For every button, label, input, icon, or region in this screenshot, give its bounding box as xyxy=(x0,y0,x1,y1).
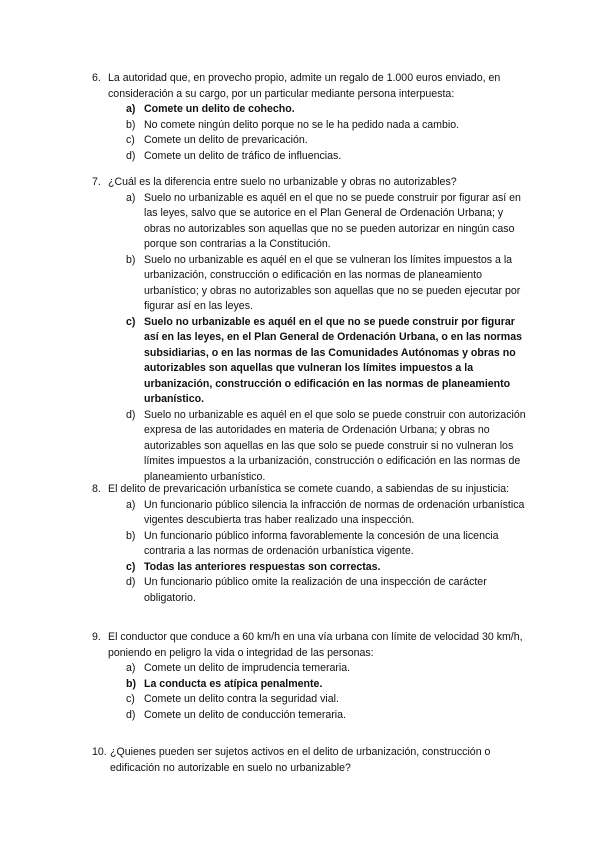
option-text: Un funcionario público informa favorablemente la concesión de una licencia contraria a las normas de ordenación urbanística vigente. xyxy=(144,529,499,557)
option-letter: c) xyxy=(126,134,135,146)
option-a xyxy=(92,661,532,677)
option-letter: c) xyxy=(126,560,136,573)
option-c-correct xyxy=(92,560,532,576)
option-letter: d) xyxy=(126,576,136,588)
question-6 xyxy=(92,71,532,164)
option-letter: d) xyxy=(126,408,136,421)
option-text: Suelo no urbanizable es aquél en el que no se puede construir por figurar así en las leyes, en el Plan General de Ordenación Urbana, o en las normas subsidiarias, o en las normas de las Comunidades Autónomas y obras no autorizables son aquellas que vulneran los límites impuestos a la urbanización, construcción o edificación en las normas de planeamiento urbanístico. xyxy=(144,315,522,405)
option-text: Comete un delito contra la seguridad vial. xyxy=(144,693,339,705)
option-letter: d) xyxy=(126,149,136,162)
option-text: Comete un delito de prevaricación. xyxy=(144,134,308,146)
question-number: 9. xyxy=(92,631,101,643)
option-text: Todas las anteriores respuestas son correctas. xyxy=(144,560,381,573)
option-letter: c) xyxy=(126,315,136,328)
question-8 xyxy=(92,482,532,606)
question-number: 6. xyxy=(92,72,101,84)
options-list xyxy=(92,661,532,723)
option-text: Suelo no urbanizable es aquél en el que solo se puede construir con autorización expresa de las autoridades en materia de Ordenación Urbana; y obras no autorizables son aquellas en las que solo se puede construir si no vulneran los límites impuestos a la urbanización, construcción o edificación en las normas de planeamiento urbanístico. xyxy=(144,408,526,483)
option-text: Comete un delito de tráfico de influencias. xyxy=(144,149,342,162)
option-b xyxy=(92,118,532,134)
option-letter: b) xyxy=(126,677,136,690)
option-text: Comete un delito de cohecho. xyxy=(144,103,295,115)
option-text: No comete ningún delito porque no se le ha pedido nada a cambio. xyxy=(144,118,460,131)
options-list xyxy=(92,498,532,607)
option-c xyxy=(92,133,532,149)
question-7 xyxy=(92,175,532,485)
question-stem: La autoridad que, en provecho propio, admite un regalo de 1.000 euros enviado, en consideración a su cargo, por un particular mediante persona interpuesta: xyxy=(108,72,501,100)
option-letter: a) xyxy=(126,103,136,115)
option-letter: a) xyxy=(126,662,136,674)
question-10 xyxy=(92,745,532,776)
question-stem: ¿Cuál es la diferencia entre suelo no urbanizable y obras no autorizables? xyxy=(108,176,457,188)
question-number: 8. xyxy=(92,483,101,495)
question-number: 10. xyxy=(92,746,107,758)
option-text: Un funcionario público omite la realización de una inspección de carácter obligatorio. xyxy=(144,576,487,604)
option-d xyxy=(92,575,532,606)
option-letter: b) xyxy=(126,253,136,266)
option-d xyxy=(92,149,532,165)
option-text: La conducta es atípica penalmente. xyxy=(144,677,323,690)
question-stem: El conductor que conduce a 60 km/h en una vía urbana con límite de velocidad 30 km/h, poniendo en peligro la vida o integridad de las personas: xyxy=(108,631,523,659)
option-text: Suelo no urbanizable es aquél en el que se vulneran los límites impuestos a la urbanización, construcción o edificación en las normas de planeamiento urbanístico; y obras no autorizables son aquellas que no se pueden ejecutar por figurar así en las leyes. xyxy=(144,253,521,312)
option-a xyxy=(92,498,532,529)
option-letter: b) xyxy=(126,529,136,542)
option-b-correct xyxy=(92,677,532,693)
option-d xyxy=(92,408,532,486)
option-text: Suelo no urbanizable es aquél en el que no se puede construir por figurar así en las leyes, salvo que se autorice en el Plan General de Ordenación Urbana; y obras no autorizables son aquellas que no se pueden autorizar en ningún caso porque son contrarias a la Constitución. xyxy=(144,191,521,250)
question-number: 7. xyxy=(92,176,101,188)
option-b xyxy=(92,529,532,560)
option-text: Un funcionario público silencia la infracción de normas de ordenación urbanística vigentes descubierta tras haber realizado una inspección. xyxy=(144,498,525,526)
option-c xyxy=(92,692,532,708)
option-letter: c) xyxy=(126,693,135,705)
option-letter: a) xyxy=(126,191,136,204)
options-list xyxy=(92,102,532,164)
options-list xyxy=(92,191,532,486)
option-letter: a) xyxy=(126,498,136,511)
option-letter: b) xyxy=(126,118,136,131)
question-9 xyxy=(92,630,532,723)
option-text: Comete un delito de conducción temeraria. xyxy=(144,708,346,721)
option-a-correct xyxy=(92,102,532,118)
option-c-correct xyxy=(92,315,532,408)
option-a xyxy=(92,191,532,253)
option-b xyxy=(92,253,532,315)
question-stem: El delito de prevaricación urbanística se comete cuando, a sabiendas de su injusticia: xyxy=(108,483,510,495)
question-stem: ¿Quienes pueden ser sujetos activos en el delito de urbanización, construcción o edificación no autorizable en suelo no urbanizable? xyxy=(110,746,491,774)
option-letter: d) xyxy=(126,708,136,721)
option-text: Comete un delito de imprudencia temeraria. xyxy=(144,662,351,674)
option-d xyxy=(92,708,532,724)
